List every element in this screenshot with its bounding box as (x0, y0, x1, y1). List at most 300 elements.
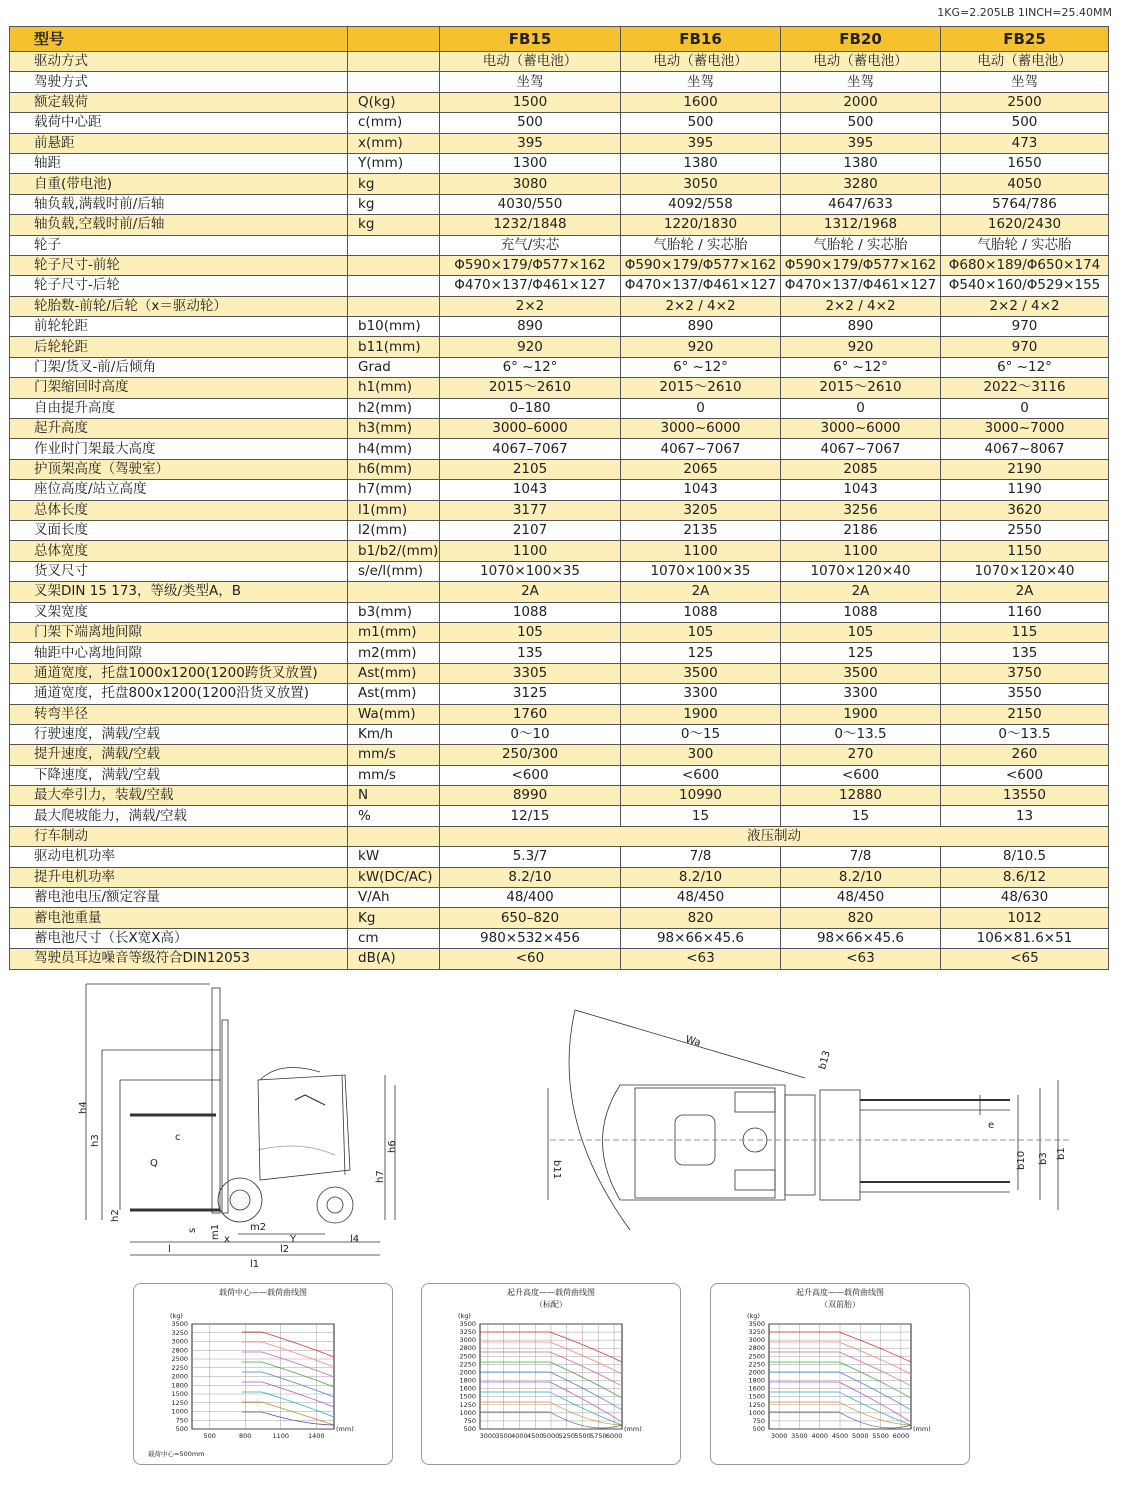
y-tick-label: 750 (175, 1416, 188, 1425)
y-tick-label: 750 (463, 1416, 476, 1425)
label-x: x (224, 1234, 230, 1245)
row-value: 坐驾 (941, 72, 1109, 92)
row-label: 前轮轮距 (10, 317, 348, 337)
row-unit (348, 235, 440, 255)
x-tick-label: 800 (239, 1432, 252, 1440)
row-value: 0 (621, 398, 781, 418)
row-unit: kg (348, 174, 440, 194)
chart-2-title: 起升高度——载荷曲线图 (507, 1288, 595, 1297)
y-tick-label: 500 (463, 1425, 476, 1433)
row-value: 1900 (781, 704, 941, 724)
row-value: 1190 (941, 480, 1109, 500)
row-value: 980×532×456 (440, 928, 621, 948)
row-value: 3280 (781, 174, 941, 194)
row-unit: m1(mm) (348, 622, 440, 642)
y-tick-label: 3000 (748, 1336, 765, 1345)
load-chart-1 (133, 1283, 393, 1465)
y-tick-label: 2250 (459, 1360, 476, 1369)
y-tick-label: 2800 (171, 1346, 188, 1355)
row-unit: V/Ah (348, 888, 440, 908)
table-row (10, 826, 1109, 846)
table-row (10, 419, 1109, 439)
row-value: 2186 (781, 520, 941, 540)
row-value: 0 (781, 398, 941, 418)
x-tick-label: 5500 (872, 1432, 889, 1440)
row-unit: Grad (348, 357, 440, 377)
load-curve (242, 1412, 334, 1425)
row-value: 115 (941, 622, 1109, 642)
row-value: 500 (941, 113, 1109, 133)
row-label: 通道宽度，托盘800x1200(1200沿货叉放置) (10, 684, 348, 704)
x-tick-label: 1100 (272, 1432, 290, 1440)
row-label: 轴负载,空载时前/后轴 (10, 215, 348, 235)
x-tick-label: 3500 (791, 1432, 808, 1440)
row-value: 890 (781, 317, 941, 337)
row-value: Φ470×137/Φ461×127 (781, 276, 941, 296)
row-value: Φ470×137/Φ461×127 (440, 276, 621, 296)
table-row (10, 92, 1109, 112)
y-tick-label: 1000 (748, 1408, 765, 1417)
row-unit: Ast(mm) (348, 684, 440, 704)
row-value: 3300 (621, 684, 781, 704)
label-e: e (988, 1120, 995, 1131)
y-tick-label: 1600 (459, 1384, 476, 1393)
row-value: 3000~6000 (781, 419, 941, 439)
header-label: 型号 (10, 27, 348, 52)
y-tick-label: 1500 (459, 1392, 476, 1401)
row-label: 自由提升高度 (10, 398, 348, 418)
load-curve (242, 1342, 334, 1367)
row-value: 1160 (941, 602, 1109, 622)
table-row (10, 867, 1109, 887)
row-value: 4092/558 (621, 194, 781, 214)
table-row (10, 133, 1109, 153)
row-label: 行驶速度，满载/空载 (10, 724, 348, 744)
row-value: 8/10.5 (941, 847, 1109, 867)
row-value: 98×66×45.6 (621, 928, 781, 948)
row-value: 10990 (621, 786, 781, 806)
row-value: 1043 (781, 480, 941, 500)
row-value: 1900 (621, 704, 781, 724)
row-value: 890 (440, 317, 621, 337)
table-row (10, 582, 1109, 602)
x-tick-label: 4000 (811, 1432, 828, 1440)
header-model: FB20 (781, 27, 941, 52)
row-value: 3750 (941, 663, 1109, 683)
row-value: 2000 (781, 92, 941, 112)
load-curve (242, 1332, 334, 1357)
table-row (10, 561, 1109, 581)
row-label: 通道宽度，托盘1000x1200(1200跨货叉放置) (10, 663, 348, 683)
x-unit-label: (mm) (624, 1425, 642, 1433)
row-value: 3050 (621, 174, 781, 194)
y-tick-label: 3250 (459, 1328, 476, 1337)
label-l4: l4 (350, 1234, 360, 1245)
row-value: 48/630 (941, 888, 1109, 908)
row-value: 1500 (440, 92, 621, 112)
row-value: 473 (941, 133, 1109, 153)
row-value: <60 (440, 949, 621, 969)
table-row (10, 745, 1109, 765)
x-unit-label: (mm) (336, 1425, 354, 1433)
label-h2: h2 (110, 1209, 121, 1222)
row-value: 135 (941, 643, 1109, 663)
row-value: Φ590×179/Φ577×162 (781, 255, 941, 275)
row-value: 0–180 (440, 398, 621, 418)
row-value: 0 (941, 398, 1109, 418)
y-tick-label: 1800 (748, 1376, 765, 1385)
row-value: 395 (621, 133, 781, 153)
x-tick-label: 3500 (495, 1432, 512, 1440)
y-tick-label: 2000 (171, 1372, 188, 1381)
row-label: 门架下端离地间隙 (10, 622, 348, 642)
row-value: 1100 (781, 541, 941, 561)
table-row (10, 480, 1109, 500)
row-label: 自重(带电池) (10, 174, 348, 194)
row-value: 电动（蓄电池） (621, 52, 781, 72)
chart-3-plot (711, 1284, 969, 1464)
x-tick-label: 4500 (526, 1432, 544, 1440)
row-value: 0～13.5 (781, 724, 941, 744)
y-tick-label: 2800 (748, 1344, 765, 1353)
row-value: <65 (941, 949, 1109, 969)
row-value: 15 (621, 806, 781, 826)
row-unit: cm (348, 928, 440, 948)
row-label: 起升高度 (10, 419, 348, 439)
table-row (10, 378, 1109, 398)
y-tick-label: 1800 (459, 1376, 476, 1385)
spec-table (9, 26, 1109, 970)
row-value: 3500 (621, 663, 781, 683)
y-tick-label: 3250 (748, 1328, 765, 1337)
table-row (10, 357, 1109, 377)
row-value: 970 (941, 317, 1109, 337)
x-unit-label: (mm) (913, 1425, 931, 1433)
table-row (10, 153, 1109, 173)
label-q: Q (150, 1158, 158, 1169)
row-value: 250/300 (440, 745, 621, 765)
row-value: 1070×120×40 (781, 561, 941, 581)
row-value: 1070×100×35 (621, 561, 781, 581)
row-label: 护顶架高度（驾驶室） (10, 459, 348, 479)
row-unit: b11(mm) (348, 337, 440, 357)
row-value: 坐驾 (781, 72, 941, 92)
row-value: 12880 (781, 786, 941, 806)
row-unit: m2(mm) (348, 643, 440, 663)
label-wa: Wa (684, 1034, 702, 1049)
row-value: 2A (621, 582, 781, 602)
row-value: 135 (440, 643, 621, 663)
row-value: 0～15 (621, 724, 781, 744)
row-value: 电动（蓄电池） (941, 52, 1109, 72)
table-row (10, 643, 1109, 663)
row-value: <600 (781, 765, 941, 785)
y-tick-label: 1500 (171, 1390, 188, 1398)
row-label: 座位高度/站立高度 (10, 480, 348, 500)
table-row (10, 255, 1109, 275)
row-unit: Kg (348, 908, 440, 928)
table-row (10, 194, 1109, 214)
row-unit: b3(mm) (348, 602, 440, 622)
table-row (10, 520, 1109, 540)
row-value: 920 (621, 337, 781, 357)
row-unit: s/e/l(mm) (348, 561, 440, 581)
table-row (10, 786, 1109, 806)
row-value: 1220/1830 (621, 215, 781, 235)
row-value: 6° ~12° (941, 357, 1109, 377)
row-value: 6° ~12° (621, 357, 781, 377)
table-row (10, 724, 1109, 744)
row-value: 4067~7067 (621, 439, 781, 459)
y-tick-label: 3250 (171, 1328, 188, 1337)
row-value: 1088 (440, 602, 621, 622)
row-label: 总体长度 (10, 500, 348, 520)
table-header (10, 27, 1109, 52)
row-unit: mm/s (348, 765, 440, 785)
row-unit: b1/b2/(mm) (348, 541, 440, 561)
label-h6: h6 (387, 1140, 398, 1153)
y-tick-label: 1250 (459, 1400, 476, 1409)
row-value: 气胎轮 / 实芯胎 (621, 235, 781, 255)
y-tick-label: 2250 (171, 1363, 188, 1372)
row-value: 15 (781, 806, 941, 826)
row-value: 5764/786 (941, 194, 1109, 214)
row-label: 轮子尺寸-前轮 (10, 255, 348, 275)
row-value: 3500 (781, 663, 941, 683)
table-row (10, 72, 1109, 92)
table-row (10, 684, 1109, 704)
y-tick-label: 2500 (171, 1355, 188, 1363)
row-value: 7/8 (781, 847, 941, 867)
row-label: 轮子尺寸-后轮 (10, 276, 348, 296)
row-value: 6° ~12° (440, 357, 621, 377)
row-label: 蓄电池电压/额定容量 (10, 888, 348, 908)
label-b1: b1 (1056, 1147, 1067, 1160)
row-unit: b10(mm) (348, 317, 440, 337)
row-value: 6° ~12° (781, 357, 941, 377)
chart-footnote: 载荷中心=500mm (148, 1450, 205, 1458)
row-value: 1620/2430 (941, 215, 1109, 235)
row-value: 1100 (621, 541, 781, 561)
table-row (10, 215, 1109, 235)
row-value: 1012 (941, 908, 1109, 928)
table-row (10, 602, 1109, 622)
row-value: 98×66×45.6 (781, 928, 941, 948)
row-value: Φ590×179/Φ577×162 (440, 255, 621, 275)
row-label: 蓄电池尺寸（长X宽X高） (10, 928, 348, 948)
row-value: 7/8 (621, 847, 781, 867)
x-tick-label: 500 (203, 1432, 216, 1440)
y-tick-label: 2250 (748, 1360, 765, 1369)
row-label: 前悬距 (10, 133, 348, 153)
row-value: 4030/550 (440, 194, 621, 214)
load-chart-2 (421, 1283, 681, 1465)
row-value: 3300 (781, 684, 941, 704)
row-value: <63 (781, 949, 941, 969)
row-unit: h7(mm) (348, 480, 440, 500)
row-value: 气胎轮 / 实芯胎 (781, 235, 941, 255)
row-value: 5.3/7 (440, 847, 621, 867)
row-unit: N (348, 786, 440, 806)
label-s: s (187, 1227, 198, 1233)
row-value: 1650 (941, 153, 1109, 173)
row-value: 2085 (781, 459, 941, 479)
y-unit-label: (kg) (458, 1312, 471, 1320)
row-value: 2550 (941, 520, 1109, 540)
load-curve (242, 1372, 334, 1397)
row-unit: Ast(mm) (348, 663, 440, 683)
label-l: l (168, 1244, 171, 1255)
x-tick-label: 4000 (511, 1432, 528, 1440)
row-label: 轴距 (10, 153, 348, 173)
table-row (10, 317, 1109, 337)
forklift-top-view (540, 1000, 1080, 1250)
row-label: 作业时门架最大高度 (10, 439, 348, 459)
table-row (10, 52, 1109, 72)
table-row (10, 459, 1109, 479)
row-value: 8.2/10 (440, 867, 621, 887)
row-value: 500 (781, 113, 941, 133)
row-label: 最大爬坡能力，满载/空载 (10, 806, 348, 826)
row-value: 2065 (621, 459, 781, 479)
row-value: 3125 (440, 684, 621, 704)
y-tick-label: 3500 (459, 1320, 476, 1328)
row-value: 1600 (621, 92, 781, 112)
y-tick-label: 1250 (748, 1400, 765, 1409)
row-value: 2105 (440, 459, 621, 479)
row-label: 轮子 (10, 235, 348, 255)
row-value: 105 (440, 622, 621, 642)
load-curve (242, 1402, 334, 1425)
label-m1: m1 (210, 1223, 221, 1240)
forklift-side-view (80, 980, 420, 1270)
row-value: 48/450 (621, 888, 781, 908)
row-label: 最大牵引力，装载/空载 (10, 786, 348, 806)
y-tick-label: 2000 (748, 1368, 765, 1377)
row-value: 500 (621, 113, 781, 133)
row-unit (348, 582, 440, 602)
row-value: 坐驾 (621, 72, 781, 92)
row-label: 轴距中心离地间隙 (10, 643, 348, 663)
row-value: 105 (621, 622, 781, 642)
x-tick-label: 5750 (590, 1432, 607, 1440)
row-label: 门架缩回时高度 (10, 378, 348, 398)
row-value: 4067~7067 (781, 439, 941, 459)
chart-1-plot (134, 1284, 392, 1464)
row-value: 坐驾 (440, 72, 621, 92)
row-label: 轮胎数-前轮/后轮（x＝驱动轮） (10, 296, 348, 316)
load-curve (242, 1382, 334, 1407)
row-value: 500 (440, 113, 621, 133)
row-value: <600 (941, 765, 1109, 785)
header-model: FB16 (621, 27, 781, 52)
row-unit: l1(mm) (348, 500, 440, 520)
x-tick-label: 3000 (479, 1432, 497, 1440)
y-tick-label: 1600 (748, 1384, 765, 1393)
chart-2-plot (422, 1284, 680, 1464)
row-unit: Km/h (348, 724, 440, 744)
x-tick-label: 5500 (574, 1432, 591, 1440)
table-row (10, 337, 1109, 357)
table-row (10, 847, 1109, 867)
row-label: 货叉尺寸 (10, 561, 348, 581)
table-row (10, 235, 1109, 255)
row-value: 3256 (781, 500, 941, 520)
row-value: 充气/实芯 (440, 235, 621, 255)
row-value: 3620 (941, 500, 1109, 520)
row-label: 额定载荷 (10, 92, 348, 112)
x-tick-label: 5000 (542, 1432, 560, 1440)
row-label: 蓄电池重量 (10, 908, 348, 928)
table-row (10, 663, 1109, 683)
row-unit: kW (348, 847, 440, 867)
row-value: 1070×120×40 (941, 561, 1109, 581)
row-label: 驾驶员耳边噪音等级符合DIN12053 (10, 949, 348, 969)
label-c: c (175, 1132, 181, 1143)
x-tick-label: 6000 (892, 1432, 910, 1440)
row-unit: h2(mm) (348, 398, 440, 418)
row-value: 1088 (781, 602, 941, 622)
row-value: 1760 (440, 704, 621, 724)
row-value: 1088 (621, 602, 781, 622)
label-b10: b10 (1016, 1150, 1027, 1170)
row-value: 2×2 / 4×2 (941, 296, 1109, 316)
row-unit: h3(mm) (348, 419, 440, 439)
row-unit: h1(mm) (348, 378, 440, 398)
row-value: 106×81.6×51 (941, 928, 1109, 948)
row-unit (348, 826, 440, 846)
label-b3: b3 (1038, 1152, 1049, 1165)
row-label: 下降速度，满载/空载 (10, 765, 348, 785)
row-unit: % (348, 806, 440, 826)
row-value: 920 (440, 337, 621, 357)
y-tick-label: 3000 (171, 1337, 188, 1346)
table-row (10, 174, 1109, 194)
row-value: 1300 (440, 153, 621, 173)
row-value: 8.2/10 (621, 867, 781, 887)
table-row (10, 928, 1109, 948)
row-label: 提升速度，满载/空载 (10, 745, 348, 765)
table-row (10, 908, 1109, 928)
chart-2-subtitle: （标配） (535, 1300, 567, 1309)
row-unit (348, 52, 440, 72)
row-value: 3205 (621, 500, 781, 520)
y-tick-label: 1250 (171, 1398, 188, 1407)
row-unit: Q(kg) (348, 92, 440, 112)
load-curve (242, 1392, 334, 1417)
row-unit (348, 255, 440, 275)
label-y: Y (290, 1234, 297, 1245)
row-value: 395 (781, 133, 941, 153)
row-value: 270 (781, 745, 941, 765)
table-row (10, 439, 1109, 459)
row-value: 3080 (440, 174, 621, 194)
label-h7: h7 (375, 1170, 386, 1183)
row-value: 2×2 / 4×2 (781, 296, 941, 316)
y-tick-label: 3500 (171, 1320, 188, 1328)
chart-3-title: 起升高度——载荷曲线图 (796, 1288, 884, 1297)
table-row (10, 276, 1109, 296)
row-value: 650–820 (440, 908, 621, 928)
row-value: Φ470×137/Φ461×127 (621, 276, 781, 296)
row-value: 1100 (440, 541, 621, 561)
row-value: 1380 (781, 153, 941, 173)
load-chart-3 (710, 1283, 970, 1465)
row-value: 2022～3116 (941, 378, 1109, 398)
row-value: 1070×100×35 (440, 561, 621, 581)
row-value: 395 (440, 133, 621, 153)
row-value: 电动（蓄电池） (440, 52, 621, 72)
